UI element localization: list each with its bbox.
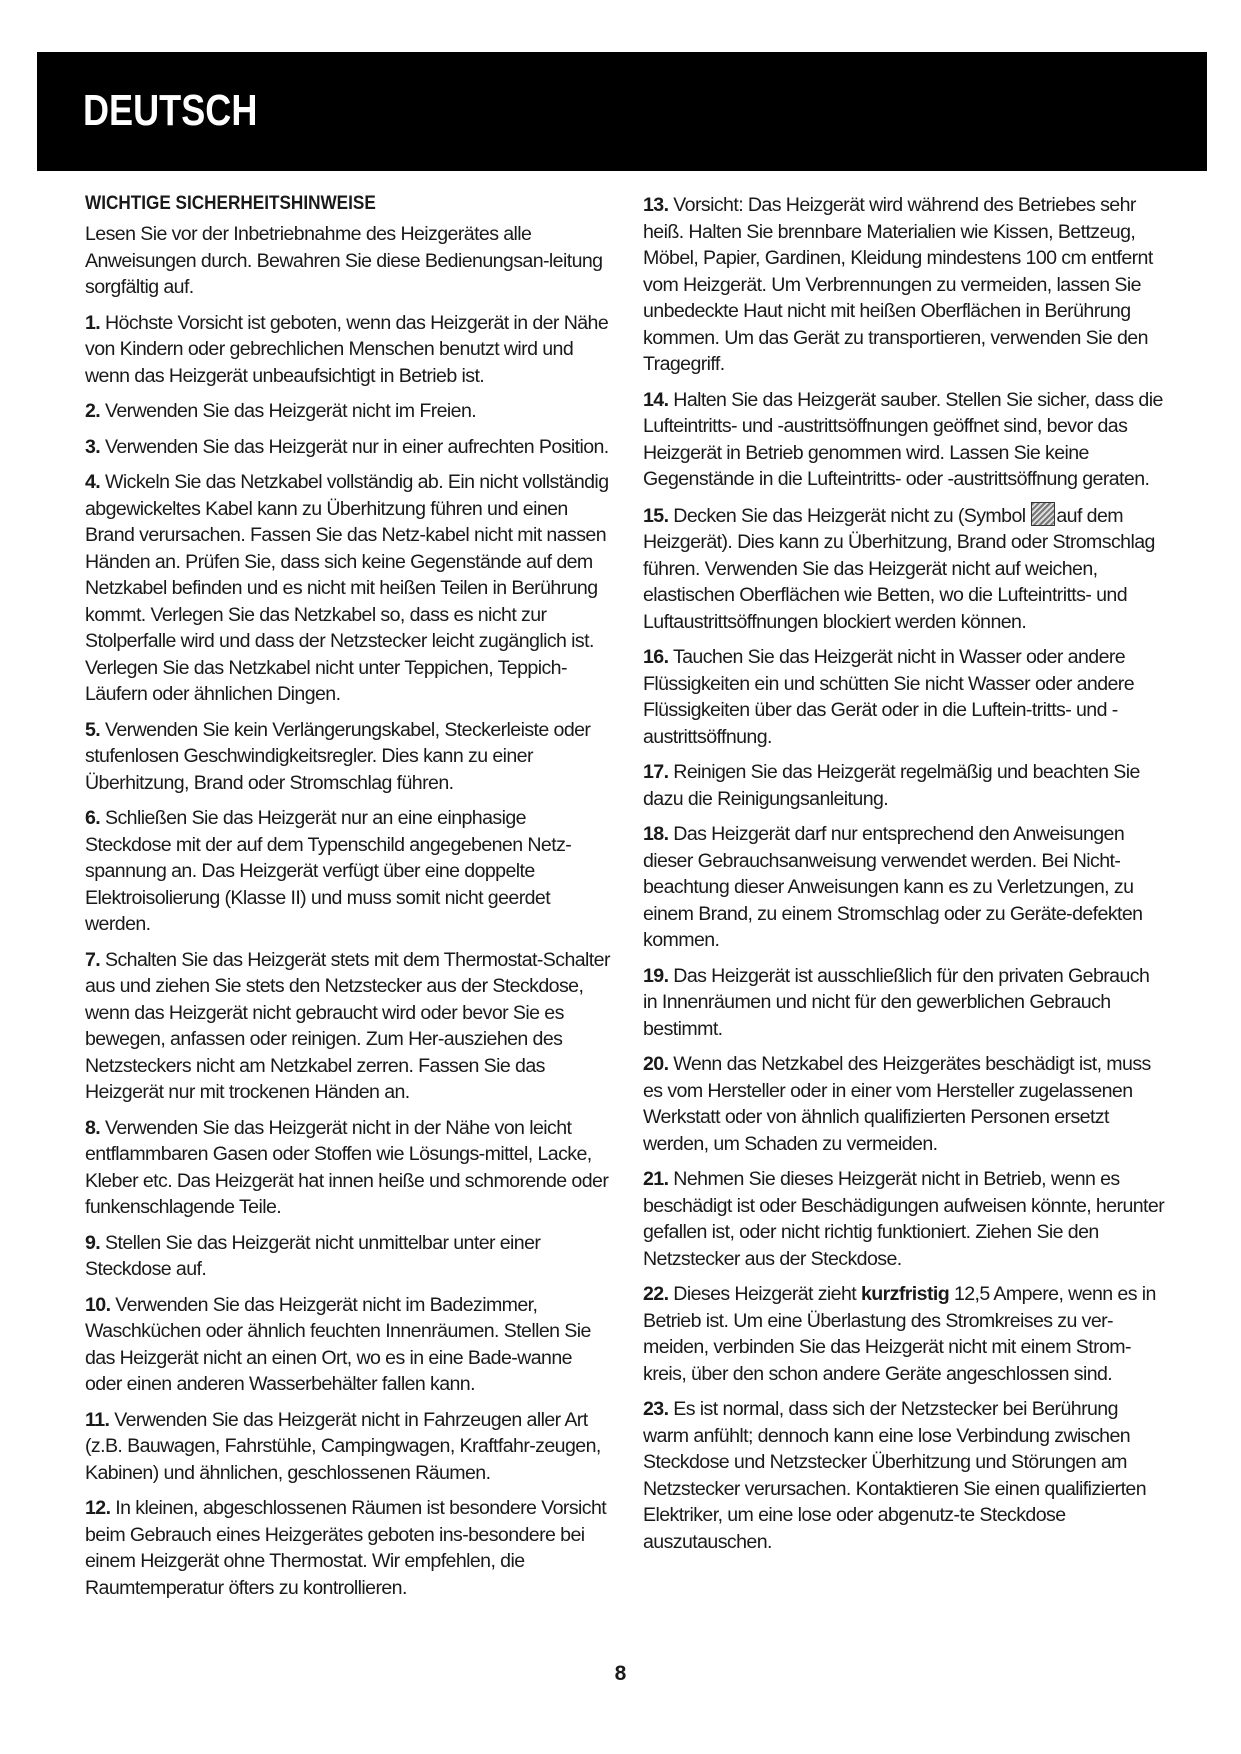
- safety-item-2: 2. Verwenden Sie das Heizgerät nicht im Freien.: [85, 400, 477, 422]
- safety-item-21: 21. Nehmen Sie dieses Heizgerät nicht in Betrieb, wenn es beschädigt ist oder Beschädigungen aufweisen könnte, herunter gefallen ist, oder nicht richtig funktioniert. Ziehen Sie den Netzstecker aus der Steckdose.: [643, 1168, 1165, 1270]
- language-title: DEUTSCH: [83, 86, 258, 135]
- section-title: WICHTIGE SICHERHEITSHINWEISE: [85, 192, 376, 214]
- page-number: 8: [614, 1662, 627, 1685]
- safety-item-23: 23. Es ist normal, dass sich der Netzstecker bei Berührung warm anfühlt; dennoch kann eine lose Verbindung zwischen Steckdose und Netzstecker Überhitzung und Störungen am Netzstecker verursachen. Kontaktieren Sie einen qualifizierten Elektriker, um eine lose oder abgenutz-te Steckdose auszutauschen.: [643, 1398, 1147, 1553]
- safety-item-9: 9. Stellen Sie das Heizgerät nicht unmittelbar unter einer Steckdose auf.: [85, 1231, 541, 1280]
- safety-item-12: 12. In kleinen, abgeschlossenen Räumen ist besondere Vorsicht beim Gebrauch eines Heizgerätes geboten ins-besondere bei einem Heizgerät ohne Thermostat. Wir empfehlen, die Raumtemperatur öfters zu kontrollieren.: [85, 1497, 607, 1599]
- safety-item-3: 3. Verwenden Sie das Heizgerät nur in einer aufrechten Position.: [85, 435, 609, 458]
- safety-item-8: 8. Verwenden Sie das Heizgerät nicht in der Nähe von leicht entflammbaren Gasen oder Stoffen wie Lösungs-mittel, Lacke, Kleber etc. Das Heizgerät hat innen heiße und schmorende oder funkenschlagende Teile.: [85, 1116, 609, 1218]
- right-column: [643, 192, 1168, 1564]
- safety-item-4: 4. Wickeln Sie das Netzkabel vollständig ab. Ein nicht vollständig abgewickeltes Kabel kann zu Überhitzung führen und einen Brand verursachen. Fassen Sie das Netz-kabel nicht mit nassen Händen an. Prüfen Sie, dass sich keine Gegenstände auf dem Netzkabel befinden und es nicht mit heißen Teilen in Berührung kommt. Verlegen Sie das Netzkabel so, dass es nicht zur Stolperfalle wird und dass der Netzstecker leicht zugänglich ist. Verlegen Sie das Netzkabel nicht unter Teppichen, Teppich-Läufern oder ähnlichen Dingen.: [85, 471, 609, 705]
- safety-item-18: 18. Das Heizgerät darf nur entsprechend den Anweisungen dieser Gebrauchsanweisung verwendet werden. Bei Nicht-beachtung dieser Anweisungen kann es zu Verletzungen, zu einem Brand, zu einem Stromschlag oder zu Geräte-defekten kommen.: [643, 823, 1143, 951]
- safety-item-14: 14. Halten Sie das Heizgerät sauber. Stellen Sie sicher, dass die Lufteintritts- und -austrittsöffnungen geöffnet sind, bevor das Heizgerät in Betrieb genommen wird. Lassen Sie keine Gegenstände in die Lufteintritts- oder -austrittsöffnung geraten.: [643, 388, 1163, 490]
- safety-item-15: 15. Decken Sie das Heizgerät nicht zu (Symbol auf dem Heizgerät). Dies kann zu Überhitzung, Brand oder Stromschlag führen. Verwenden Sie das Heizgerät nicht auf weichen, elastischen Oberflächen wie Betten, wo die Lufteintritts- und Luftaustrittsöffnungen blockiert werden können.: [643, 502, 1168, 636]
- safety-item-6: 6. Schließen Sie das Heizgerät nur an eine einphasige Steckdose mit der auf dem Typenschild angegebenen Netz-spannung an. Das Heizgerät verfügt über eine doppelte Elektroisolierung (Klasse II) und muss somit nicht geerdet werden.: [85, 807, 572, 935]
- safety-item-5: 5. Verwenden Sie kein Verlängerungskabel, Steckerleiste oder stufenlosen Geschwindigkeitsregler. Dies kann zu einer Überhitzung, Brand oder Stromschlag führen.: [85, 718, 591, 794]
- language-header-bar: [37, 52, 1207, 171]
- safety-item-7: 7. Schalten Sie das Heizgerät stets mit dem Thermostat-Schalter aus und ziehen Sie stets den Netzstecker aus der Steckdose, wenn das Heizgerät nicht gebraucht wird oder bevor Sie es bewegen, anfassen oder reinigen. Zum Her-ausziehen des Netzsteckers nicht am Netzkabel zerren. Fassen Sie das Heizgerät nur mit trockenen Händen an.: [85, 948, 610, 1103]
- safety-item-20: 20. Wenn das Netzkabel des Heizgerätes beschädigt ist, muss es vom Hersteller oder in einer vom Hersteller zugelassenen Werkstatt oder von ähnlich qualifizierten Personen ersetzt werden, um Schaden zu vermeiden.: [643, 1053, 1151, 1155]
- safety-item-11: 11. Verwenden Sie das Heizgerät nicht in Fahrzeugen aller Art (z.B. Bauwagen, Fahrstühle, Campingwagen, Kraftfahr-zeugen, Kabinen) und ähnlichen, geschlossenen Räumen.: [85, 1408, 601, 1484]
- do-not-cover-symbol-icon: [1031, 502, 1055, 526]
- left-column: [85, 192, 610, 1610]
- safety-item-19: 19. Das Heizgerät ist ausschließlich für den privaten Gebrauch in Innenräumen und nicht für den gewerblichen Gebrauch bestimmt.: [643, 964, 1150, 1040]
- safety-item-10: 10. Verwenden Sie das Heizgerät nicht im Badezimmer, Waschküchen oder ähnlich feuchten Innenräumen. Stellen Sie das Heizgerät nicht an einen Ort, wo es in eine Bade-wanne oder einen anderen Wasserbehälter fallen kann.: [85, 1293, 591, 1395]
- safety-item-22: 22. Dieses Heizgerät zieht kurzfristig 12,5 Ampere, wenn es in Betrieb ist. Um eine Überlastung des Stromkreises zu ver-meiden, verbinden Sie das Heizgerät nicht mit einem Strom-kreis, über den schon andere Geräte angeschlossen sind.: [643, 1283, 1156, 1385]
- safety-item-16: 16. Tauchen Sie das Heizgerät nicht in Wasser oder andere Flüssigkeiten ein und schütten Sie nicht Wasser oder andere Flüssigkeiten über das Gerät oder in die Luftein-tritts- und -austrittsöffnung.: [643, 646, 1135, 748]
- safety-item-13: 13. Vorsicht: Das Heizgerät wird während des Betriebes sehr heiß. Halten Sie brennbare Materialien wie Kissen, Bettzeug, Möbel, Papier, Gardinen, Kleidung mindestens 100 cm entfernt vom Heizgerät. Um Verbrennungen zu vermeiden, lassen Sie unbedeckte Haut nicht mit heißen Oberflächen in Berührung kommen. Um das Gerät zu transportieren, verwenden Sie den Tragegriff.: [643, 194, 1153, 375]
- safety-item-17: 17. Reinigen Sie das Heizgerät regelmäßig und beachten Sie dazu die Reinigungsanleitung.: [643, 761, 1140, 810]
- intro-paragraph: Lesen Sie vor der Inbetriebnahme des Heizgerätes alle Anweisungen durch. Bewahren Sie diese Bedienungsan-leitung sorgfältig auf.: [85, 223, 603, 298]
- safety-item-1: 1. Höchste Vorsicht ist geboten, wenn das Heizgerät in der Nähe von Kindern oder gebrechlichen Menschen benutzt wird und wenn das Heizgerät unbeaufsichtigt in Betrieb ist.: [85, 311, 609, 387]
